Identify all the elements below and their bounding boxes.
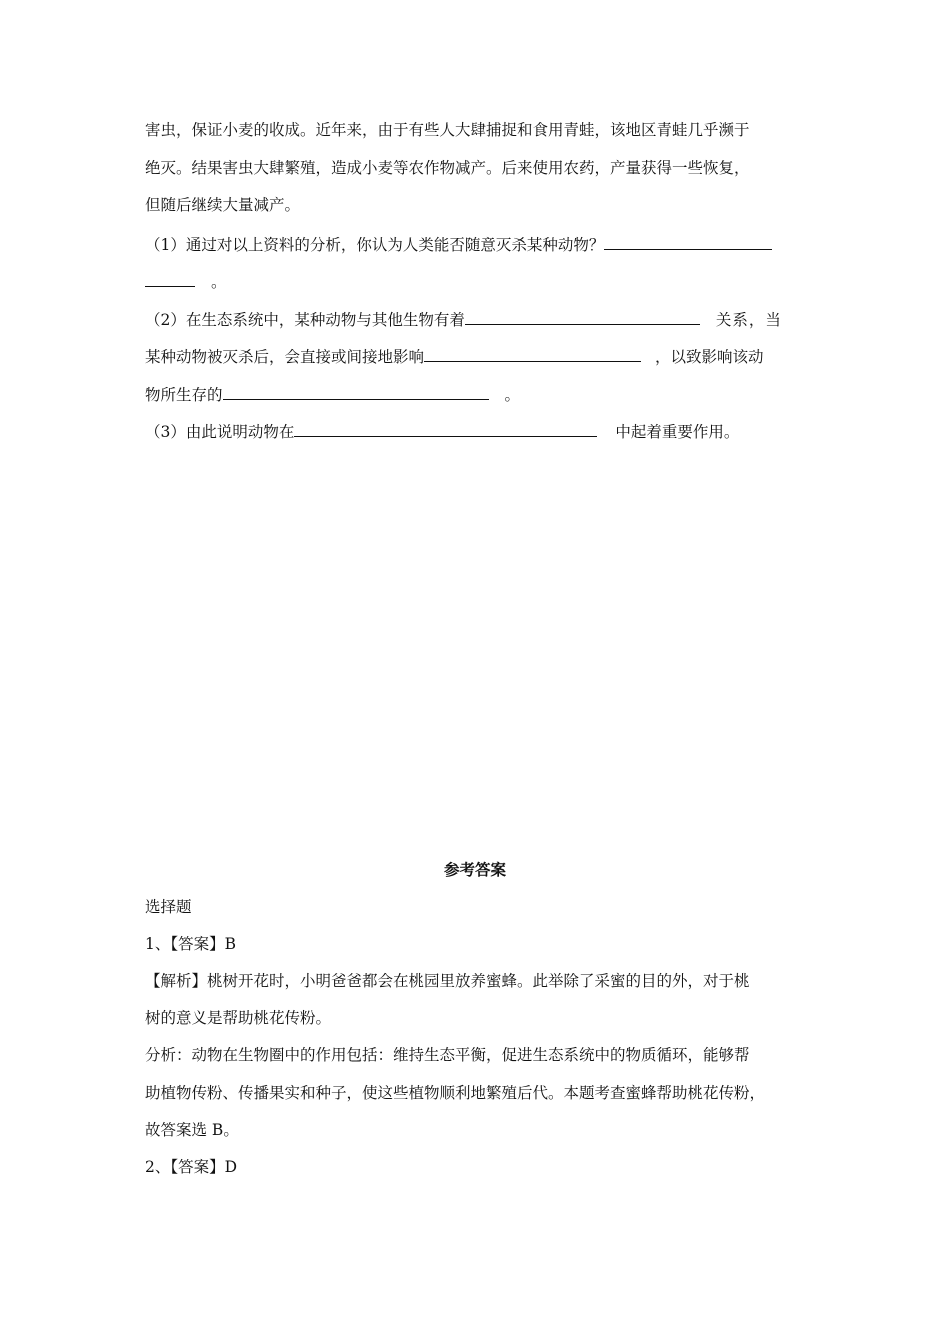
answers-section-label: 选择题: [145, 898, 192, 916]
passage-line-2: 绝灭。结果害虫大肆繁殖，造成小麦等农作物减产。后来使用农药，产量获得一些恢复，: [145, 159, 750, 177]
question-3-text-b: 中起着重要作用。: [615, 423, 740, 441]
question-2-text-b: 关系，当: [715, 311, 782, 329]
answer-1-note-3: 故答案选 B。: [145, 1121, 239, 1139]
question-2-text-d: ，以致影响该动: [655, 348, 764, 366]
question-1: [145, 233, 772, 255]
question-2-cont-2: [145, 383, 520, 405]
question-2-text-c: 某种动物被灭杀后，会直接或间接地影响: [145, 348, 425, 366]
answer-2-label: 2、【答案】D: [145, 1158, 238, 1176]
question-1-text: （1）通过对以上资料的分析，你认为人类能否随意灭杀某种动物？: [145, 236, 605, 254]
answer-1-analysis-1: 【解析】桃树开花时，小明爸爸都会在桃园里放养蜜蜂。此举除了采蜜的目的外，对于桃: [145, 972, 750, 990]
answer-1-label: 1、【答案】B: [145, 935, 237, 953]
question-2-text-a: （2）在生态系统中，某种动物与其他生物有着: [145, 311, 465, 329]
answer-blank-1b: [145, 270, 195, 287]
answer-blank-2b: [424, 345, 641, 362]
question-2: [145, 308, 782, 330]
question-2-text-e: 物所生存的: [145, 386, 223, 404]
question-3: [145, 420, 739, 442]
question-1-end: 。: [211, 273, 227, 291]
answer-1-analysis-2: 树的意义是帮助桃花传粉。: [145, 1009, 332, 1027]
answer-blank-2c: [223, 383, 489, 400]
question-3-text-a: （3）由此说明动物在: [145, 423, 295, 441]
answer-1-note-1: 分析：动物在生物圈中的作用包括：维持生态平衡，促进生态系统中的物质循环，能够帮: [145, 1046, 750, 1064]
answers-title: 参考答案: [443, 860, 506, 879]
answer-blank-1a: [604, 233, 772, 250]
question-2-cont-1: [145, 345, 764, 367]
question-2-end: 。: [504, 386, 521, 404]
question-1-cont: [145, 270, 227, 292]
answer-1-note-2: 助植物传粉、传播果实和种子，使这些植物顺利地繁殖后代。本题考查蜜蜂帮助桃花传粉，: [145, 1084, 766, 1102]
passage-line-3: 但随后继续大量减产。: [145, 196, 301, 214]
answer-blank-2a: [465, 308, 700, 325]
answer-blank-3: [294, 420, 597, 437]
passage-line-1: 害虫，保证小麦的收成。近年来，由于有些人大肆捕捉和食用青蛙，该地区青蛙几乎濒于: [145, 121, 750, 139]
